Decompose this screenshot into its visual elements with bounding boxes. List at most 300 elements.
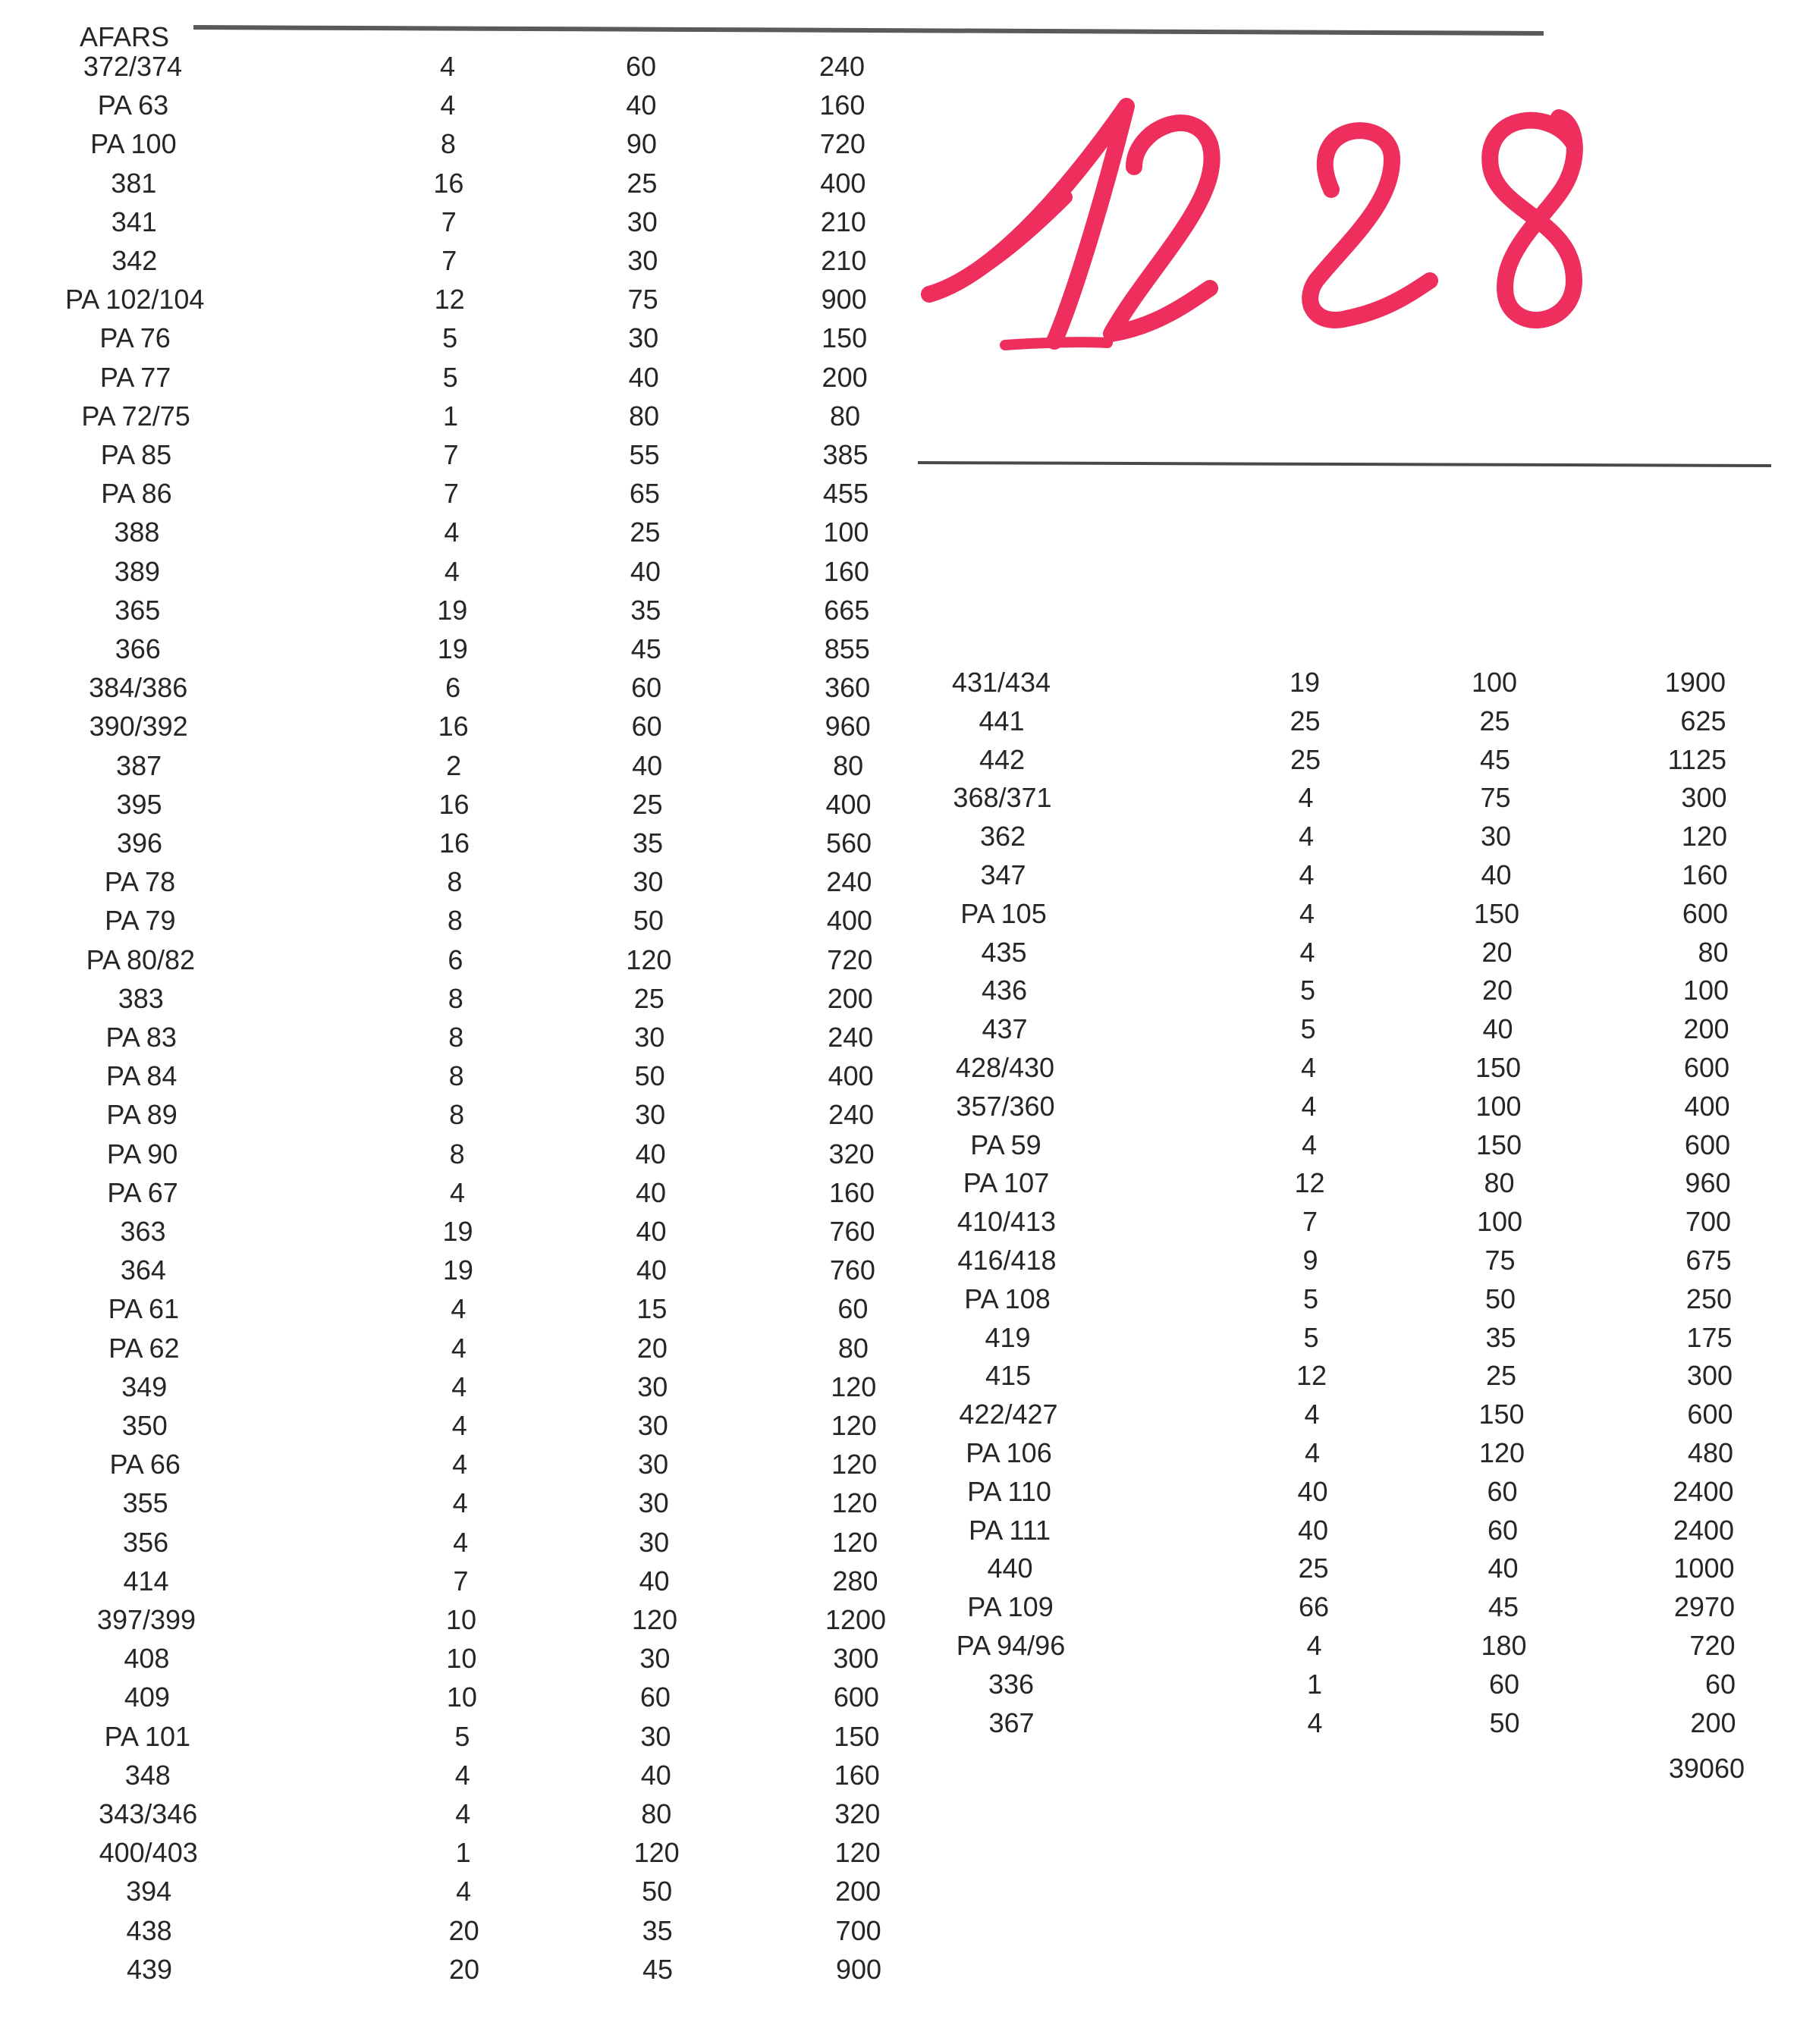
left-table-cell: PA 62	[108, 1332, 180, 1364]
right-table-cell: 442	[979, 743, 1026, 775]
left-table-cell: 60	[837, 1293, 869, 1325]
right-table-cell: 5	[1300, 1013, 1316, 1045]
right-table-cell: 960	[1685, 1167, 1731, 1199]
right-table-cell: 50	[1484, 1283, 1516, 1314]
left-table-cell: 120	[831, 1371, 877, 1402]
left-table-cell: 8	[440, 128, 456, 160]
left-table-cell: 30	[639, 1643, 671, 1675]
left-table-cell: 30	[628, 322, 659, 354]
right-table-cell: 300	[1681, 782, 1727, 814]
left-table-cell: 5	[454, 1720, 470, 1752]
left-table-cell: 150	[834, 1720, 880, 1752]
left-table-cell: PA 67	[107, 1176, 178, 1208]
right-table-cell: 25	[1290, 743, 1321, 775]
right-table-cell: 436	[981, 975, 1028, 1006]
left-table-cell: 8	[447, 866, 463, 898]
left-table-cell: 408	[124, 1643, 170, 1675]
right-table-cell: 2400	[1673, 1514, 1734, 1546]
left-table-cell: 120	[831, 1449, 878, 1480]
right-table-cell: 150	[1475, 1052, 1522, 1083]
right-table-cell: 160	[1682, 859, 1728, 890]
left-table-cell: 360	[825, 672, 871, 704]
left-table-cell: 10	[445, 1604, 477, 1635]
right-table-cell: 4	[1301, 1090, 1317, 1122]
left-table-cell: PA 84	[105, 1060, 178, 1092]
left-table-cell: 364	[120, 1254, 166, 1286]
left-table-cell: 20	[449, 1953, 480, 1985]
left-table-cell: 90	[626, 128, 657, 160]
left-table-cell: 8	[448, 982, 463, 1014]
left-table-cell: 19	[437, 594, 468, 626]
right-table-cell: 150	[1478, 1399, 1525, 1430]
right-table-cell: 80	[1484, 1167, 1515, 1199]
left-table-cell: 6	[448, 944, 463, 975]
right-table-cell: 4	[1304, 1399, 1320, 1430]
left-table-cell: 400	[820, 167, 866, 199]
left-table-cell: 60	[631, 672, 662, 704]
left-table-cell: 4	[451, 1293, 467, 1325]
left-table-cell: 60	[631, 711, 662, 743]
right-table-cell: 12	[1296, 1360, 1327, 1392]
left-table-cell: 280	[832, 1565, 878, 1597]
left-table-cell: 16	[438, 788, 470, 820]
left-table-cell: 560	[825, 827, 872, 859]
left-table-cell: 150	[822, 322, 868, 354]
right-table-cell: 45	[1479, 743, 1511, 775]
left-table-cell: 414	[123, 1565, 169, 1597]
left-table-cell: 4	[456, 1876, 472, 1907]
left-table-cell: 160	[823, 555, 869, 587]
right-table-cell: PA 105	[960, 897, 1047, 929]
left-table-cell: 4	[450, 1176, 466, 1208]
left-table-cell: 455	[822, 478, 869, 510]
left-table-cell: 25	[633, 982, 664, 1014]
left-table-cell: 40	[636, 1216, 667, 1247]
left-table-cell: 120	[631, 1604, 678, 1635]
left-table-cell: 355	[122, 1487, 168, 1519]
right-table-cell: 40	[1482, 1013, 1513, 1045]
left-table-cell: 384/386	[89, 672, 188, 704]
right-table-cell: 45	[1488, 1591, 1519, 1623]
left-table-cell: 400	[826, 905, 872, 937]
left-table-cell: 665	[824, 594, 870, 626]
right-table-cell: 25	[1298, 1553, 1329, 1584]
right-table-cell: 9	[1302, 1245, 1318, 1276]
left-table-cell: 25	[627, 167, 658, 199]
right-table-cell: 1125	[1667, 743, 1726, 775]
right-table-cell: 80	[1698, 936, 1729, 968]
right-table-cell: 35	[1485, 1321, 1516, 1353]
left-table-cell: 400	[825, 788, 872, 820]
left-table-cell: PA 63	[97, 89, 169, 121]
left-table-cell: 320	[834, 1798, 881, 1829]
left-table-cell: 4	[451, 1332, 467, 1364]
right-table-cell: 75	[1484, 1245, 1516, 1276]
right-table-cell: 4	[1304, 1437, 1321, 1468]
right-table-cell: 75	[1480, 782, 1511, 814]
right-table-cell: PA 94/96	[956, 1630, 1066, 1661]
left-table-cell: 40	[636, 1176, 667, 1208]
left-table-cell: 120	[831, 1410, 877, 1441]
left-table-cell: 409	[124, 1681, 170, 1713]
right-table-cell: 720	[1689, 1630, 1736, 1661]
left-table-cell: 8	[449, 1099, 465, 1131]
left-table-cell: 25	[630, 516, 661, 548]
left-table-cell: 8	[449, 1138, 465, 1170]
left-table-cell: 120	[633, 1837, 680, 1869]
left-table-cell: 4	[455, 1798, 471, 1829]
left-table-cell: 210	[821, 245, 867, 276]
left-table-cell: 439	[127, 1953, 173, 1985]
left-table-cell: PA 102/104	[64, 284, 205, 316]
left-table-cell: 30	[640, 1720, 671, 1752]
left-table-cell: 30	[639, 1526, 670, 1558]
right-table-cell: 180	[1481, 1630, 1527, 1661]
right-table-cell: 5	[1302, 1283, 1319, 1314]
left-table-cell: 240	[826, 866, 872, 898]
right-table-cell: 5	[1299, 975, 1316, 1006]
left-table-cell: 30	[627, 206, 658, 237]
left-table-cell: PA 83	[105, 1022, 177, 1053]
right-table-cell: 2970	[1673, 1591, 1735, 1623]
right-table-cell: 675	[1685, 1245, 1732, 1276]
left-table-cell: 396	[116, 827, 163, 859]
right-table-cell: 431/434	[951, 667, 1051, 698]
right-table-cell: 600	[1683, 1052, 1729, 1083]
right-table-cell: 40	[1488, 1553, 1519, 1584]
left-table-cell: PA 89	[106, 1099, 178, 1131]
handwritten-number	[906, 76, 1657, 379]
right-table-cell: 347	[980, 859, 1026, 890]
right-table-cell: 40	[1297, 1514, 1329, 1546]
left-table-cell: 356	[123, 1526, 169, 1558]
left-table-cell: 20	[636, 1332, 668, 1364]
left-table-cell: 40	[632, 749, 663, 781]
right-table-cell: 410/413	[957, 1206, 1057, 1238]
right-table-cell: 300	[1686, 1360, 1733, 1392]
left-table-cell: 389	[114, 555, 160, 587]
left-table-cell: 365	[115, 594, 161, 626]
right-table-cell: 19	[1289, 667, 1321, 698]
right-table-cell: 20	[1481, 936, 1513, 968]
right-table-cell: 435	[981, 936, 1027, 968]
right-table-cell: 50	[1489, 1706, 1520, 1738]
right-table-cell: 60	[1704, 1668, 1736, 1700]
left-table-cell: 7	[441, 206, 457, 237]
left-table-cell: 35	[630, 594, 661, 626]
right-table-cell: 66	[1298, 1591, 1330, 1623]
right-table-cell: 362	[979, 821, 1026, 852]
left-table-cell: 60	[639, 1681, 671, 1713]
left-table-cell: 343/346	[99, 1798, 198, 1829]
right-table-cell: 600	[1687, 1399, 1733, 1430]
right-table-cell: 1000	[1673, 1553, 1735, 1584]
right-table-cell: 100	[1471, 667, 1518, 698]
left-table-cell: 5	[442, 322, 458, 354]
left-table-cell: 25	[632, 788, 663, 820]
right-table-cell: 150	[1473, 897, 1520, 929]
right-table-cell: 416/418	[957, 1245, 1057, 1276]
left-table-cell: 394	[126, 1876, 172, 1907]
left-table-cell: 7	[443, 439, 459, 470]
document-header: AFARS	[80, 21, 170, 52]
right-table-cell: 4	[1306, 1630, 1322, 1661]
left-table-cell: 10	[446, 1681, 477, 1713]
left-table-cell: 240	[828, 1099, 875, 1131]
left-table-cell: 16	[433, 167, 464, 199]
left-table-cell: 7	[443, 478, 459, 510]
left-table-cell: 7	[441, 245, 457, 276]
right-table-cell: 625	[1680, 705, 1726, 736]
left-table-cell: 348	[124, 1759, 171, 1791]
right-table-cell: 440	[987, 1553, 1033, 1584]
top-horizontal-rule	[193, 24, 1544, 38]
left-table-cell: 1200	[825, 1604, 887, 1635]
right-table-cell: 600	[1682, 897, 1728, 929]
left-table-cell: PA 72/75	[81, 400, 190, 432]
right-table-cell: PA 108	[964, 1283, 1051, 1314]
right-table-cell: PA 59	[970, 1129, 1041, 1160]
left-table-cell: 4	[452, 1487, 468, 1519]
left-table-cell: 900	[836, 1953, 882, 1985]
left-table-cell: 12	[434, 284, 465, 316]
left-table-cell: 35	[642, 1914, 673, 1946]
left-table-cell: 40	[639, 1565, 670, 1597]
left-table-cell: 80	[629, 400, 660, 432]
left-table-cell: 240	[818, 51, 866, 82]
left-table-cell: 7	[453, 1565, 469, 1597]
left-table-cell: 720	[827, 944, 873, 975]
right-table-cell: 336	[988, 1668, 1035, 1700]
left-table-cell: 383	[118, 982, 164, 1014]
right-table-cell: 4	[1299, 936, 1315, 968]
left-table-cell: 16	[438, 711, 469, 743]
right-table-cell: 428/430	[955, 1052, 1055, 1083]
left-table-cell: 120	[832, 1526, 878, 1558]
left-table-cell: 210	[820, 206, 866, 237]
right-table-cell: 480	[1687, 1437, 1733, 1468]
left-table-cell: 200	[835, 1876, 881, 1907]
left-table-cell: 240	[828, 1022, 874, 1053]
right-table-cell: 40	[1297, 1475, 1328, 1507]
left-table-cell: 50	[634, 1060, 665, 1092]
left-table-cell: 390/392	[89, 711, 188, 743]
right-table-cell: 100	[1475, 1090, 1522, 1122]
right-table-cell: 419	[985, 1321, 1031, 1353]
right-table-cell: 100	[1682, 975, 1729, 1006]
right-table-cell: 422/427	[959, 1399, 1058, 1430]
left-table-cell: PA 90	[106, 1138, 178, 1170]
left-table-cell: PA 86	[101, 478, 172, 510]
left-table-cell: 760	[829, 1216, 875, 1247]
left-table-cell: PA 76	[99, 322, 171, 354]
left-table-cell: 400	[828, 1060, 874, 1092]
left-table-cell: 15	[636, 1293, 668, 1325]
right-table-cell: 250	[1685, 1283, 1732, 1314]
right-table-cell: 60	[1487, 1514, 1519, 1546]
left-table-cell: PA 78	[104, 866, 176, 898]
right-table-cell: 4	[1300, 1052, 1317, 1083]
left-table-cell: 4	[439, 51, 456, 82]
left-table-cell: 438	[126, 1914, 172, 1946]
left-table-cell: 10	[446, 1643, 477, 1675]
right-table-cell: PA 111	[968, 1514, 1051, 1546]
left-table-cell: 35	[632, 827, 664, 859]
left-table-cell: 45	[630, 633, 661, 664]
right-table-cell: 4	[1298, 821, 1315, 852]
right-table-cell: 2400	[1673, 1475, 1734, 1507]
left-table-cell: 6	[445, 672, 461, 704]
left-table-cell: 30	[635, 1099, 666, 1131]
right-table-cell: 437	[982, 1013, 1028, 1045]
left-table-cell: 4	[440, 89, 456, 121]
right-table-cell: 12	[1294, 1167, 1325, 1199]
left-table-cell: 40	[636, 1254, 667, 1286]
right-table-cell: 700	[1685, 1206, 1731, 1238]
right-table-cell: 100	[1476, 1206, 1523, 1238]
left-table-cell: 366	[115, 633, 161, 664]
left-table-cell: 8	[448, 1060, 464, 1092]
left-table-cell: 300	[833, 1643, 879, 1675]
left-table-cell: PA 61	[108, 1293, 180, 1325]
right-table-cell: 600	[1684, 1129, 1730, 1160]
left-table-cell: 45	[642, 1953, 674, 1985]
left-table-cell: 19	[442, 1254, 473, 1286]
left-table-cell: 8	[448, 1022, 464, 1053]
left-table-cell: 363	[120, 1216, 166, 1247]
left-table-cell: 50	[642, 1876, 673, 1907]
left-table-cell: 120	[626, 944, 672, 975]
left-table-cell: 4	[444, 516, 460, 548]
left-table-cell: 960	[825, 711, 871, 743]
right-table-cell: 30	[1480, 821, 1512, 852]
left-table-cell: 855	[824, 633, 870, 664]
left-table-cell: 75	[627, 284, 658, 316]
left-table-cell: PA 101	[104, 1720, 191, 1752]
left-table-cell: 30	[637, 1410, 668, 1441]
right-table-cell: PA 107	[963, 1167, 1050, 1199]
left-table-cell: 720	[819, 128, 866, 160]
left-table-cell: PA 85	[100, 439, 172, 470]
left-table-cell: 900	[821, 284, 867, 316]
right-table-cell: 60	[1488, 1668, 1520, 1700]
left-table-cell: PA 66	[109, 1449, 181, 1480]
left-table-cell: 1	[443, 400, 459, 432]
right-table-cell: 4	[1298, 782, 1314, 814]
right-table-cell: 415	[985, 1360, 1032, 1392]
left-table-cell: 100	[823, 516, 869, 548]
handwritten-number-text: 1228	[906, 375, 909, 376]
left-table-cell: 381	[111, 167, 157, 199]
left-table-cell: 350	[121, 1410, 168, 1441]
left-table-cell: 4	[444, 555, 460, 587]
left-table-cell: 60	[625, 51, 657, 82]
left-table-cell: 40	[640, 1759, 671, 1791]
right-table-cell: 200	[1690, 1706, 1736, 1738]
left-table-cell: 760	[829, 1254, 875, 1286]
right-table-cell: 120	[1681, 821, 1727, 852]
right-table-cell: 20	[1481, 975, 1513, 1006]
left-table-cell: 1	[455, 1837, 471, 1869]
right-table-cell: 5	[1303, 1321, 1319, 1353]
right-table-cell: 367	[988, 1706, 1035, 1738]
left-table-cell: 700	[835, 1914, 881, 1946]
left-table-cell: 342	[112, 245, 158, 276]
left-table-cell: 4	[452, 1449, 468, 1480]
right-table-cell: 120	[1478, 1437, 1525, 1468]
left-table-cell: 160	[819, 89, 866, 121]
left-table-cell: 5	[442, 361, 458, 393]
right-table-cell: 25	[1485, 1360, 1517, 1392]
right-table-cell: PA 110	[967, 1475, 1051, 1507]
right-table-cell: 357/360	[956, 1090, 1055, 1122]
right-table-cell: 25	[1290, 705, 1321, 736]
left-table-cell: 2	[446, 749, 462, 781]
left-table-cell: 320	[828, 1138, 875, 1170]
left-table-cell: 160	[829, 1176, 875, 1208]
left-table-cell: 30	[638, 1449, 669, 1480]
right-table-cell: 1	[1306, 1668, 1323, 1700]
left-table-cell: PA 100	[90, 128, 177, 160]
left-table-cell: 80	[830, 400, 861, 432]
left-table-cell: 40	[626, 89, 657, 121]
left-table-cell: 40	[630, 555, 661, 587]
right-table-cell: 4	[1307, 1706, 1323, 1738]
right-table-cell: 25	[1479, 705, 1510, 736]
left-table-cell: 120	[834, 1837, 881, 1869]
left-table-cell: PA 79	[105, 905, 176, 937]
left-table-cell: 30	[637, 1371, 668, 1402]
right-table-cell: 7	[1302, 1206, 1318, 1238]
right-table-cell: PA 106	[966, 1437, 1052, 1468]
left-table-cell: 19	[442, 1216, 473, 1247]
left-table-cell: 80	[641, 1798, 672, 1829]
left-table-cell: 120	[831, 1487, 878, 1519]
left-table-cell: 30	[634, 1022, 665, 1053]
left-table-cell: PA 77	[99, 361, 171, 393]
right-table-cell: 150	[1475, 1129, 1522, 1160]
middle-horizontal-rule	[918, 459, 1771, 469]
grand-total: 39060	[1668, 1753, 1745, 1784]
left-table-cell: 30	[627, 245, 658, 276]
right-table-cell: 4	[1299, 859, 1315, 890]
right-table-cell: 175	[1686, 1321, 1733, 1353]
right-table-cell: 400	[1684, 1090, 1730, 1122]
right-table-cell: 368/371	[953, 782, 1052, 814]
left-table-cell: 200	[827, 982, 873, 1014]
left-table-cell: 385	[822, 439, 869, 470]
right-table-cell: PA 109	[967, 1591, 1054, 1623]
left-table-cell: 80	[833, 749, 864, 781]
right-table-cell: 441	[979, 705, 1025, 736]
left-table-cell: 55	[629, 439, 660, 470]
left-table-cell: 395	[116, 788, 162, 820]
left-table-cell: 387	[116, 749, 162, 781]
right-table-cell: 4	[1301, 1129, 1318, 1160]
left-table-cell: 600	[833, 1681, 879, 1713]
left-table-cell: 16	[438, 827, 470, 859]
left-table-cell: 4	[453, 1526, 469, 1558]
left-table-cell: 400/403	[99, 1837, 198, 1869]
left-table-cell: 50	[633, 905, 664, 937]
right-table-cell: 200	[1683, 1013, 1729, 1045]
left-table-cell: 388	[114, 516, 160, 548]
left-table-cell: 30	[638, 1487, 669, 1519]
left-table-cell: 200	[822, 361, 868, 393]
left-table-cell: 4	[451, 1410, 467, 1441]
left-table-cell: 19	[437, 633, 468, 664]
right-table-cell: 1900	[1664, 667, 1726, 698]
